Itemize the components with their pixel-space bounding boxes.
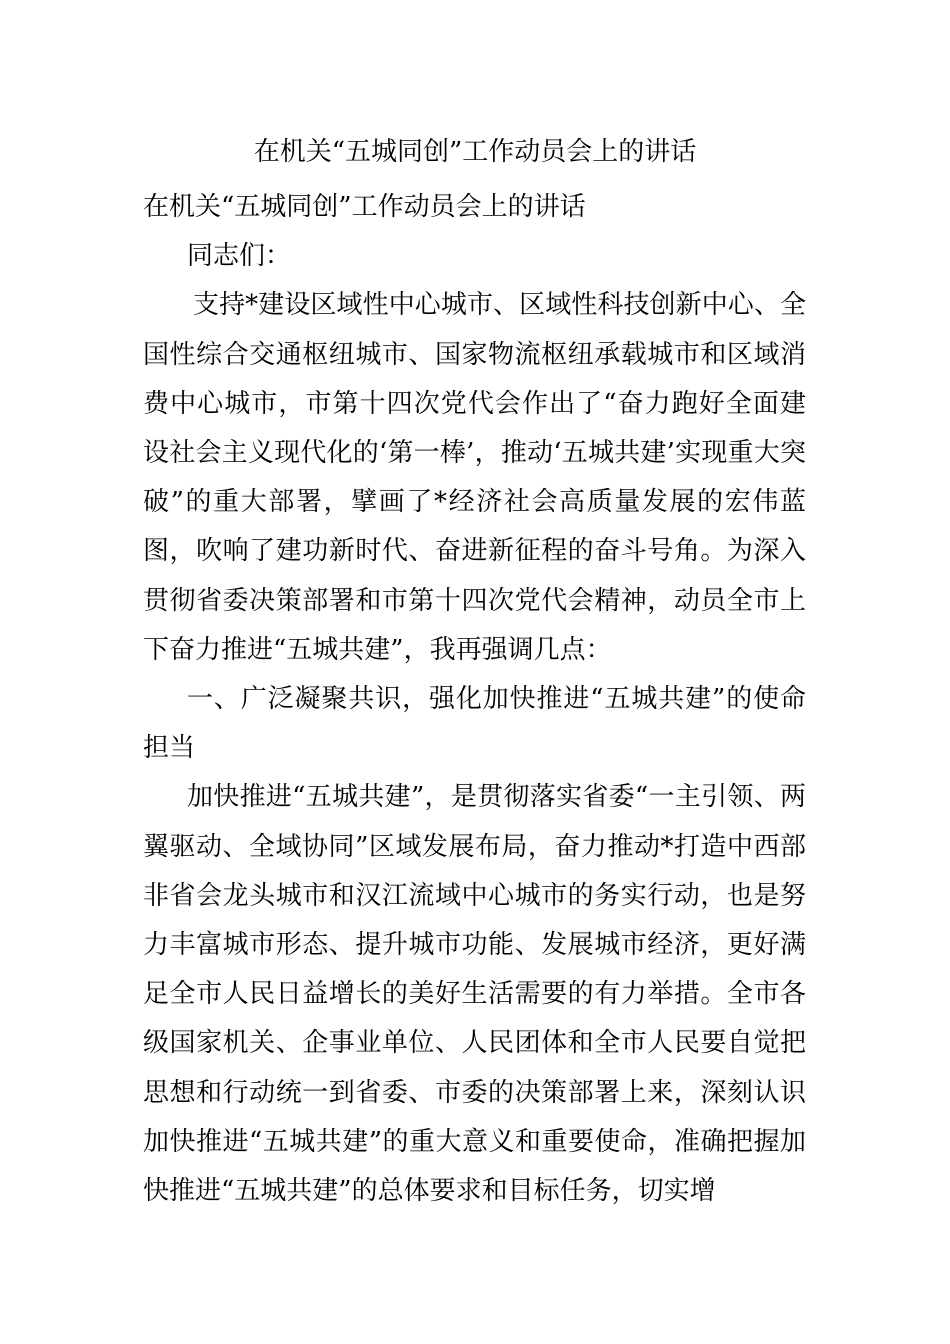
salutation: 同志们： <box>187 241 292 272</box>
section-heading: 一、广泛凝聚共识，强化加快推进“五城共建”的使命担当 <box>143 684 806 764</box>
document-title: 在机关“五城同创”工作动员会上的讲话 <box>253 137 697 167</box>
paragraph: 支持*建设区域性中心城市、区域性科技创新中心、全国性综合交通枢纽城市、国家物流枢纽承载城市和区域消费中心城市，市第十四次党代会作出了“奋力跑好全面建设社会主义现代化的‘第一棒’，推动‘五城共建’实现重大突破”的重大部署，擘画了*经济社会高质量发展的宏伟蓝图，吹响了建功新时代、奋进新征程的奋斗号角。为深入贯彻省委决策部署和市第十四次党代会精神，动员全市上下奋力推进“五城共建”，我再强调几点： <box>143 290 806 665</box>
document-subtitle: 在机关“五城同创”工作动员会上的讲话 <box>143 192 586 222</box>
paragraph: 加快推进“五城共建”，是贯彻落实省委“一主引领、两翼驱动、全域协同”区域发展布局，奋力推动*打造中西部非省会龙头城市和汉江流域中心城市的务实行动，也是努力丰富城市形态、提升城市功能、发展城市经济，更好满足全市人民日益增长的美好生活需要的有力举措。全市各级国家机关、企事业单位、人民团体和全市人民要自觉把思想和行动统一到省委、市委的决策部署上来，深刻认识加快推进“五城共建”的重大意义和重要使命，准确把握加快推进“五城共建”的总体要求和目标任务，切实增 <box>143 782 806 1207</box>
document-body <box>143 183 806 1216</box>
